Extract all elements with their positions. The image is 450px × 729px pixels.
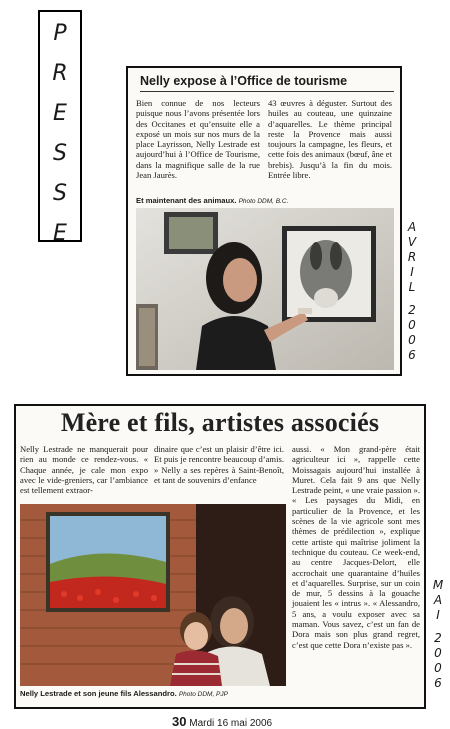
article2-headline: Mère et fils, artistes associés — [60, 408, 380, 437]
press-clipping-april — [126, 66, 402, 376]
presse-letter: S — [53, 141, 67, 166]
article1-caption — [136, 196, 396, 205]
date-character: 2 — [408, 303, 416, 317]
article1-column-1: Bien connue de nos lecteurs puisque nous l’avons présentée lors des Occitanes et qu’ensuite elle a exposé un mois sur nos murs de la place Layrisson, Nelly Lestrade est aujourd’hui à l’Office de Tourisme, dans la magnifique salle de la rue Jean Jaurès. — [136, 98, 260, 181]
presse-letter: P — [53, 21, 67, 46]
date-character: R — [407, 250, 417, 264]
date-character: I — [410, 265, 414, 279]
mother-and-son-photo — [20, 504, 286, 686]
date-character — [430, 623, 446, 631]
article1-headline: Nelly expose à l’Office de tourisme — [140, 74, 394, 92]
presse-letter: E — [53, 221, 67, 246]
date-april-2006 — [404, 220, 420, 363]
date-character: 0 — [434, 646, 442, 660]
date-character: I — [436, 608, 440, 622]
presse-letter: R — [52, 61, 68, 86]
article2-photo-credit: Photo DDM, PJP — [178, 691, 228, 698]
article2-photo — [20, 504, 286, 686]
presse-letter: S — [53, 181, 67, 206]
issue-date: Mardi 16 mai 2006 — [189, 718, 273, 729]
article1-caption-text: Et maintenant des animaux. — [136, 196, 237, 205]
article1-column-2: 43 œuvres à déguster. Surtout des huiles au couteau, une quinzaine d’aquarelles. Le thème principal reste la Provence mais aussi toujours la campagne, les fleurs, et cette fois des animaux (bœuf, âne et brebis). Jusqu’à la fin du mois. Entrée libre. — [268, 98, 392, 181]
date-character — [404, 295, 420, 303]
date-may-2006 — [430, 578, 446, 691]
date-character: 0 — [408, 333, 416, 347]
date-character: 0 — [434, 661, 442, 675]
article2-column-3: aussi. « Mon grand-père était agriculteur ici », rappelle cette Moissagais aujourd’hui installée à Muret. Cela fait 9 ans que Nelly Lestrade peint, « une vraie passion ». « Les paysages du Midi, en particulier de la Provence, et les scènes de la vie agricole sont mes thèmes de prédilection », explique cette artiste qui maîtrise joliment la technique du couteau. Ce week-end, au centre Jacques-Delort, elle accrochait une quarantaine d’huiles et d’aquarelles. Surprise, sur un coin de mur, 5 dessins à la gouache jouaient les « intrus ». « Alessandro, 5 ans, a voulu exposer avec sa maman. Vous savez, c’est un fan de Dora mais son plus grand regret, c’est que cette Dora n’existe pas ». — [292, 444, 420, 650]
artist-with-painting-photo — [136, 208, 394, 370]
article1-photo-credit: Photo DDM, B.C. — [238, 198, 289, 205]
date-character: 2 — [434, 631, 442, 645]
article1-photo — [136, 208, 394, 370]
article2-column-1: Nelly Lestrade ne manquerait pour rien au monde ce rendez-vous. « Chaque année, je cale mon expo avec le vide-greniers, car l’ambiance est tellement extraor- — [20, 444, 148, 496]
date-character: V — [407, 235, 417, 249]
presse-letter: E — [53, 101, 67, 126]
date-character: 6 — [434, 676, 442, 690]
date-character: L — [408, 280, 416, 294]
date-character: A — [433, 593, 443, 607]
newspaper-footer — [172, 714, 272, 729]
page-number: 30 — [172, 714, 187, 729]
article2-caption-text: Nelly Lestrade et son jeune fils Alessandro. — [20, 689, 177, 698]
date-character: 0 — [408, 318, 416, 332]
date-character: M — [432, 578, 444, 592]
article2-caption — [20, 689, 290, 698]
article2-column-2: dinaire que c’est un plaisir d’être ici. Et puis je rencontre beaucoup d’amis. » Nelly a ses repères à Saint-Benoît, et tant de souvenirs d’enfance — [154, 444, 284, 485]
presse-label-box — [38, 10, 82, 246]
date-character: 6 — [408, 348, 416, 362]
date-character: A — [407, 220, 417, 234]
press-clipping-may — [14, 404, 426, 709]
